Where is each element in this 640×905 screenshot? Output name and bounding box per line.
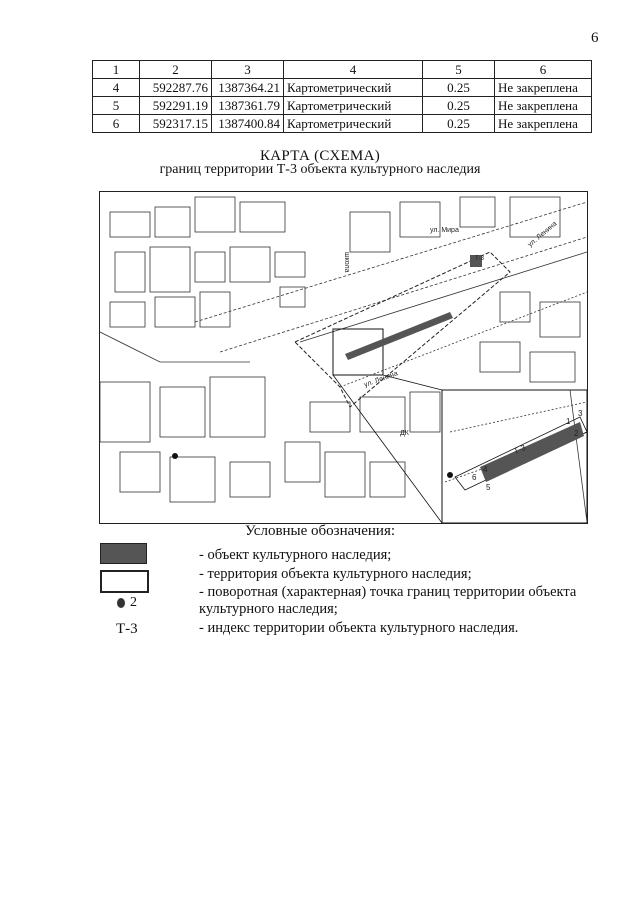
- heritage-object: [345, 312, 453, 360]
- point-number: 4: [93, 79, 140, 97]
- fixation: Не закреплена: [495, 115, 592, 133]
- point-label: 5: [486, 483, 491, 492]
- table-row: [93, 97, 592, 115]
- fixation: Не закреплена: [495, 79, 592, 97]
- point-marker-inset: [447, 472, 453, 478]
- point-marker: [172, 453, 178, 459]
- table-row: [93, 79, 592, 97]
- x-coordinate: 592287.76: [140, 79, 212, 97]
- point-dot-icon: [117, 598, 125, 608]
- map-subtitle: границ территории Т-3 объекта культурного наследия: [159, 162, 481, 177]
- legend-item: - территория объекта культурного наследия;: [199, 566, 472, 582]
- table-header-cell: 6: [495, 61, 592, 79]
- y-coordinate: 1387364.21: [212, 79, 284, 97]
- legend-item: - объект культурного наследия;: [199, 547, 392, 563]
- table-header-row: [93, 61, 592, 79]
- table-header-cell: 1: [93, 61, 140, 79]
- legend-item: - поворотная (характерная) точка границ территории объекта культурного наследия;: [199, 584, 577, 617]
- index-label: Т-3: [512, 443, 527, 456]
- map-drawing: [100, 192, 587, 523]
- table-header-cell: 5: [423, 61, 495, 79]
- coordinates-table: [92, 60, 592, 133]
- accuracy: 0.25: [423, 115, 495, 133]
- building-label: школа: [343, 252, 350, 273]
- street-label: ул. Ленина: [526, 220, 559, 249]
- y-coordinate: 1387361.79: [212, 97, 284, 115]
- accuracy: 0.25: [423, 79, 495, 97]
- table-header-cell: 4: [284, 61, 423, 79]
- method: Картометрический: [284, 79, 423, 97]
- legend-item: - индекс территории объекта культурного наследия.: [199, 620, 519, 636]
- table-header-cell: 3: [212, 61, 284, 79]
- point-number: 5: [93, 97, 140, 115]
- index-label: Т-3: [475, 256, 484, 262]
- x-coordinate: 592317.15: [140, 115, 212, 133]
- building-label: ДК: [400, 430, 409, 437]
- map-title: КАРТА (СХЕМА): [259, 148, 381, 164]
- legend-point-label: 2: [130, 595, 137, 610]
- method: Картометрический: [284, 97, 423, 115]
- point-label: 6: [472, 473, 477, 482]
- point-label: 2: [574, 429, 579, 438]
- point-label: 3: [578, 409, 583, 418]
- x-coordinate: 592291.19: [140, 97, 212, 115]
- page-number: 6: [591, 30, 599, 46]
- map-scheme: [99, 191, 588, 524]
- point-label: 4: [483, 465, 488, 474]
- table-header-cell: 2: [140, 61, 212, 79]
- legend-point-symbol: [117, 595, 137, 611]
- legend-object-swatch: [100, 543, 147, 564]
- accuracy: 0.25: [423, 97, 495, 115]
- point-number: 6: [93, 115, 140, 133]
- legend-territory-swatch: [100, 570, 149, 593]
- street-label: ул. Ленина: [363, 370, 399, 389]
- legend-heading: Условные обозначения:: [244, 523, 396, 539]
- legend-index-symbol: Т-3: [116, 621, 138, 637]
- y-coordinate: 1387400.84: [212, 115, 284, 133]
- point-label: 1: [566, 417, 571, 426]
- street-label: ул. Мира: [430, 227, 459, 234]
- table-row: [93, 115, 592, 133]
- method: Картометрический: [284, 115, 423, 133]
- fixation: Не закреплена: [495, 97, 592, 115]
